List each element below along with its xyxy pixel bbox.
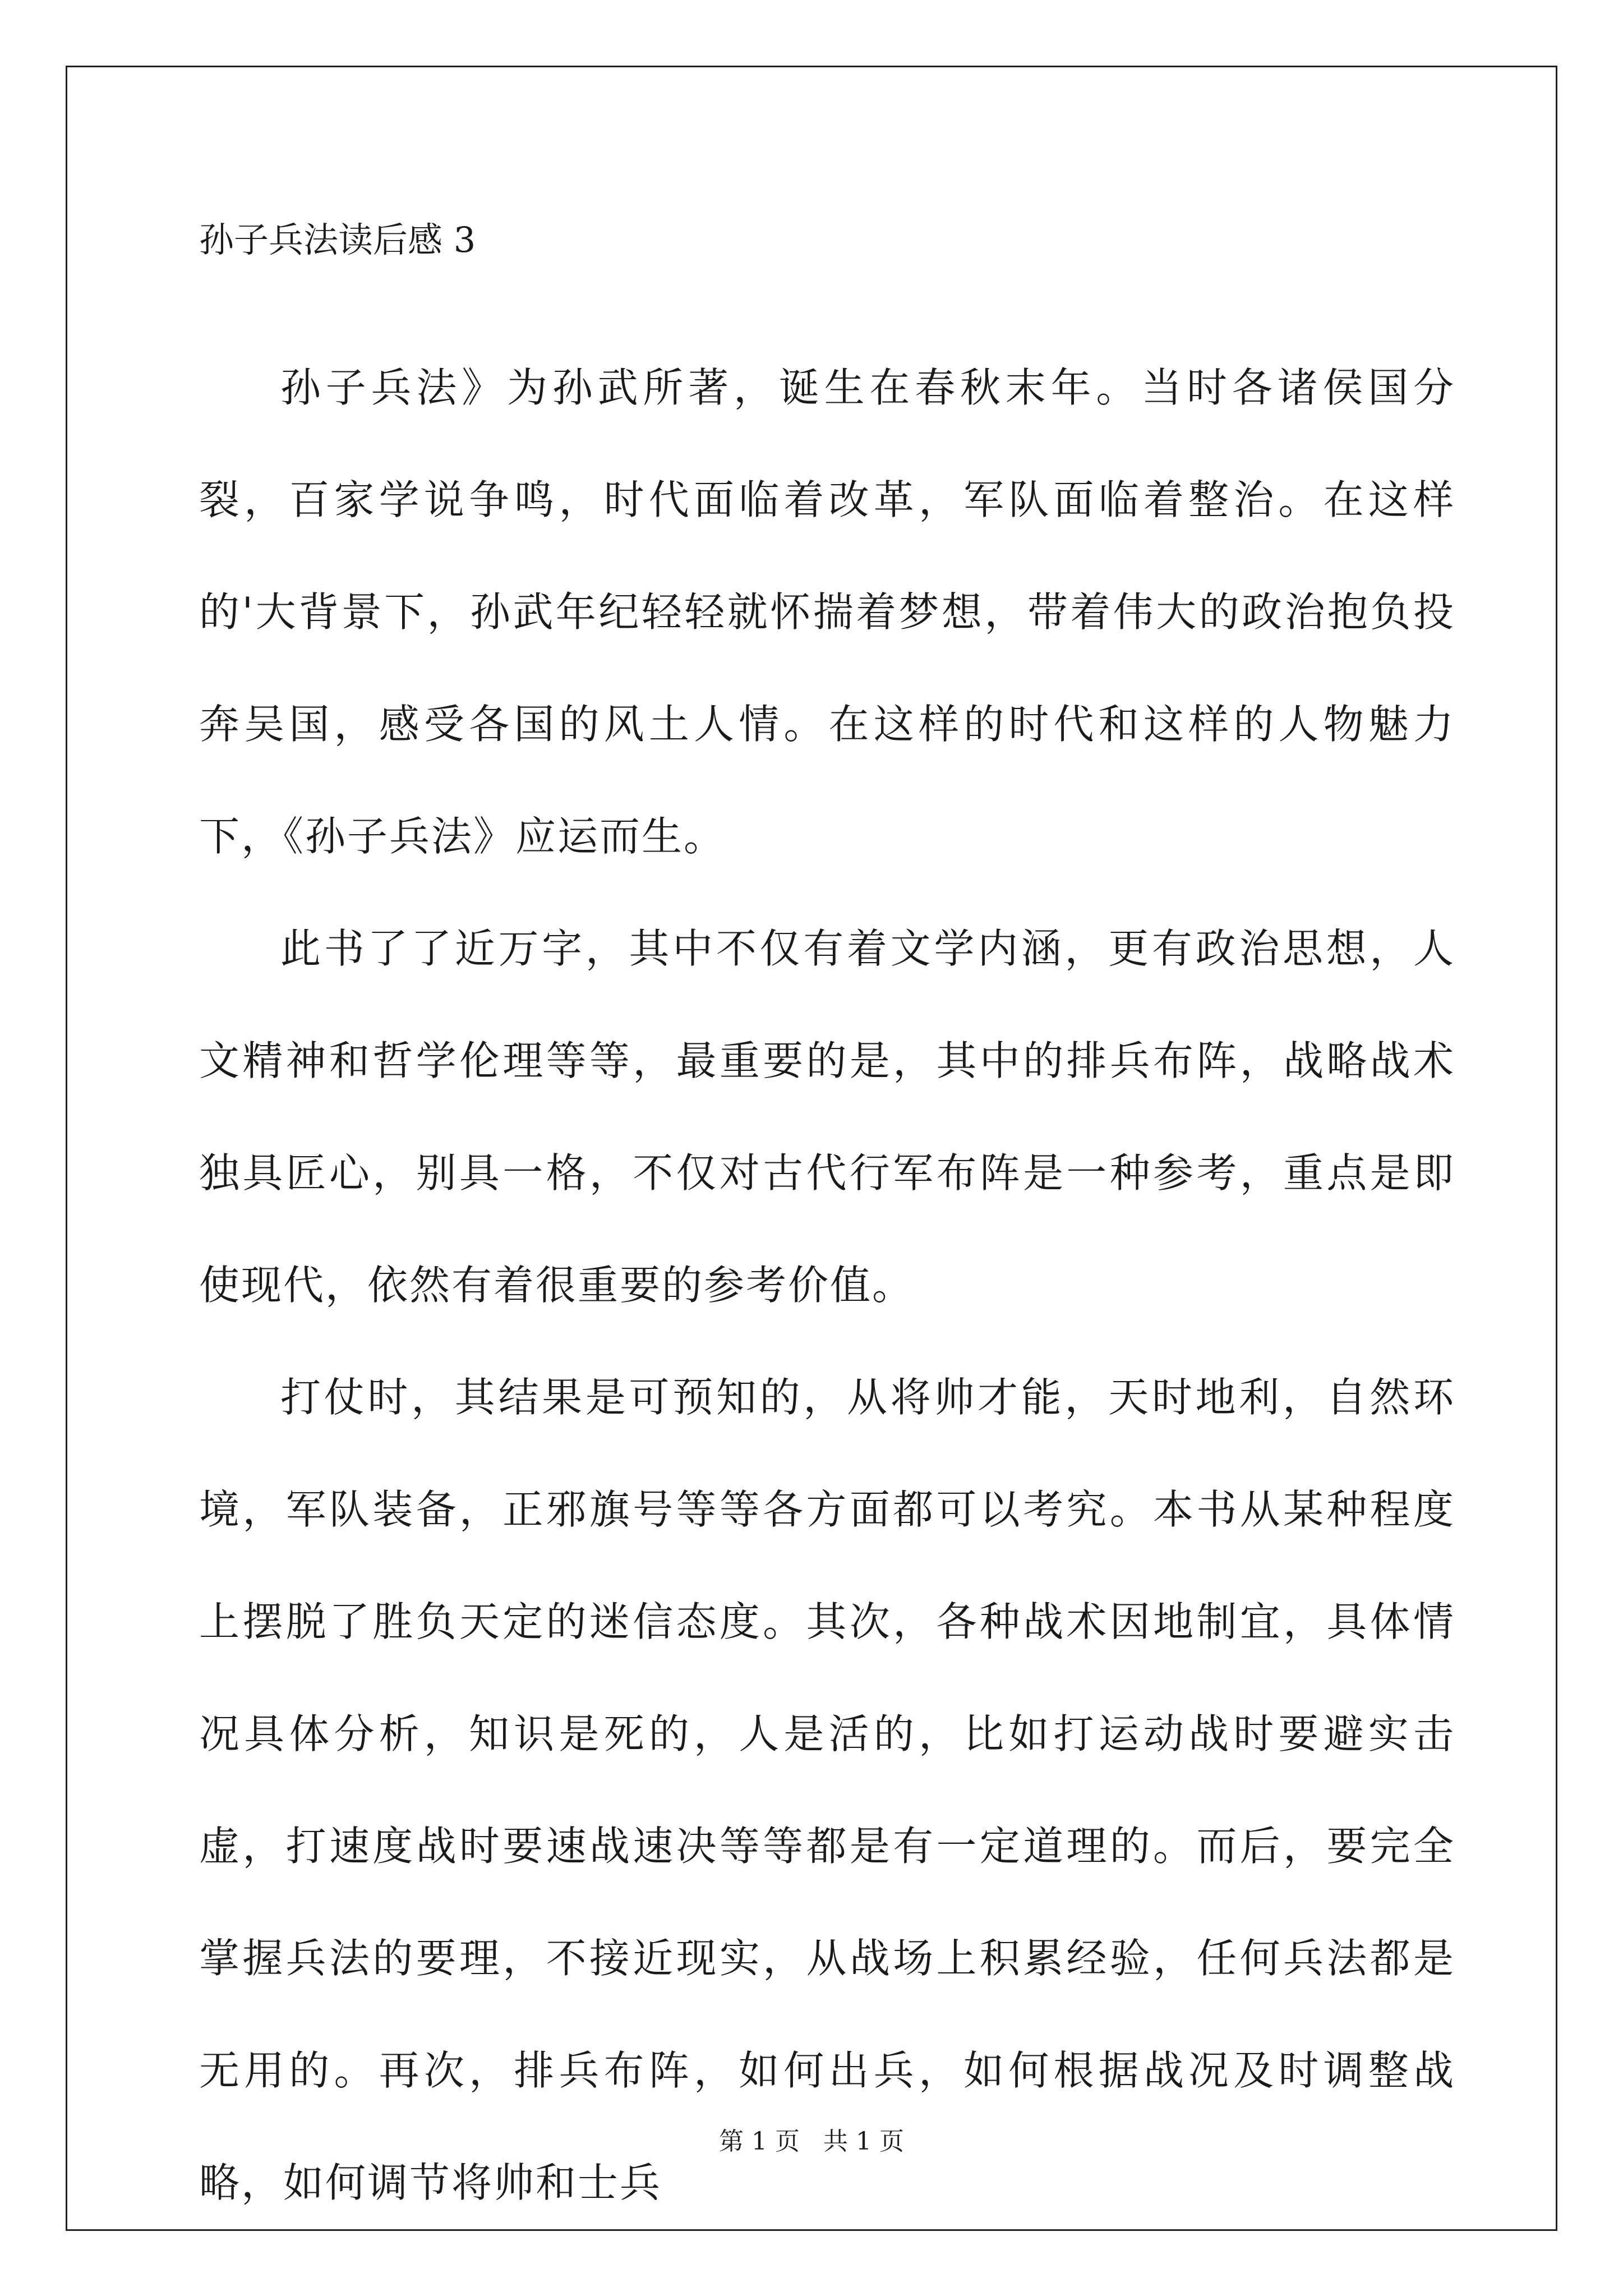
page-number-footer: 第 1 页 共 1 页 xyxy=(719,2127,904,2156)
paragraph-3: 打仗时，其结果是可预知的，从将帅才能，天时地利，自然环境，军队装备，正邪旗号等等各方面都可以考究。本书从某种程度上摆脱了胜负天定的迷信态度。其次，各种战术因地制宜，具体情况具体分析，知识是死的，人是活的，比如打运动战时要避实击虚，打速度战时要速战速决等等都是有一定道理的。而后，要完全掌握兵法的要理，不接近现实，从战场上积累经验，任何兵法都是无用的。再次，排兵布阵，如何出兵，如何根据战况及时调整战略，如何调节将帅和士兵 xyxy=(199,1374,1455,2206)
paragraph-2: 此书了了近万字，其中不仅有着文学内涵，更有政治思想，人文精神和哲学伦理等等，最重要的是，其中的排兵布阵，战略战术独具匠心，别具一格，不仅对古代行军布阵是一种参考，重点是即使现代，依然有着很重要的参考价值。 xyxy=(199,925,1455,1309)
paragraph-1: 孙子兵法》为孙武所著，诞生在春秋末年。当时各诸侯国分裂，百家学说争鸣，时代面临着改革，军队面临着整治。在这样的'大背景下，孙武年纪轻轻就怀揣着梦想，带着伟大的政治抱负投奔吴国，感受各国的风土人情。在这样的时代和这样的人物魅力下，《孙子兵法》应运而生。 xyxy=(199,364,1455,860)
paragraph xyxy=(199,332,1455,2239)
document-body xyxy=(199,219,1455,2239)
document-title: 孙子兵法读后感 3 xyxy=(199,219,476,260)
